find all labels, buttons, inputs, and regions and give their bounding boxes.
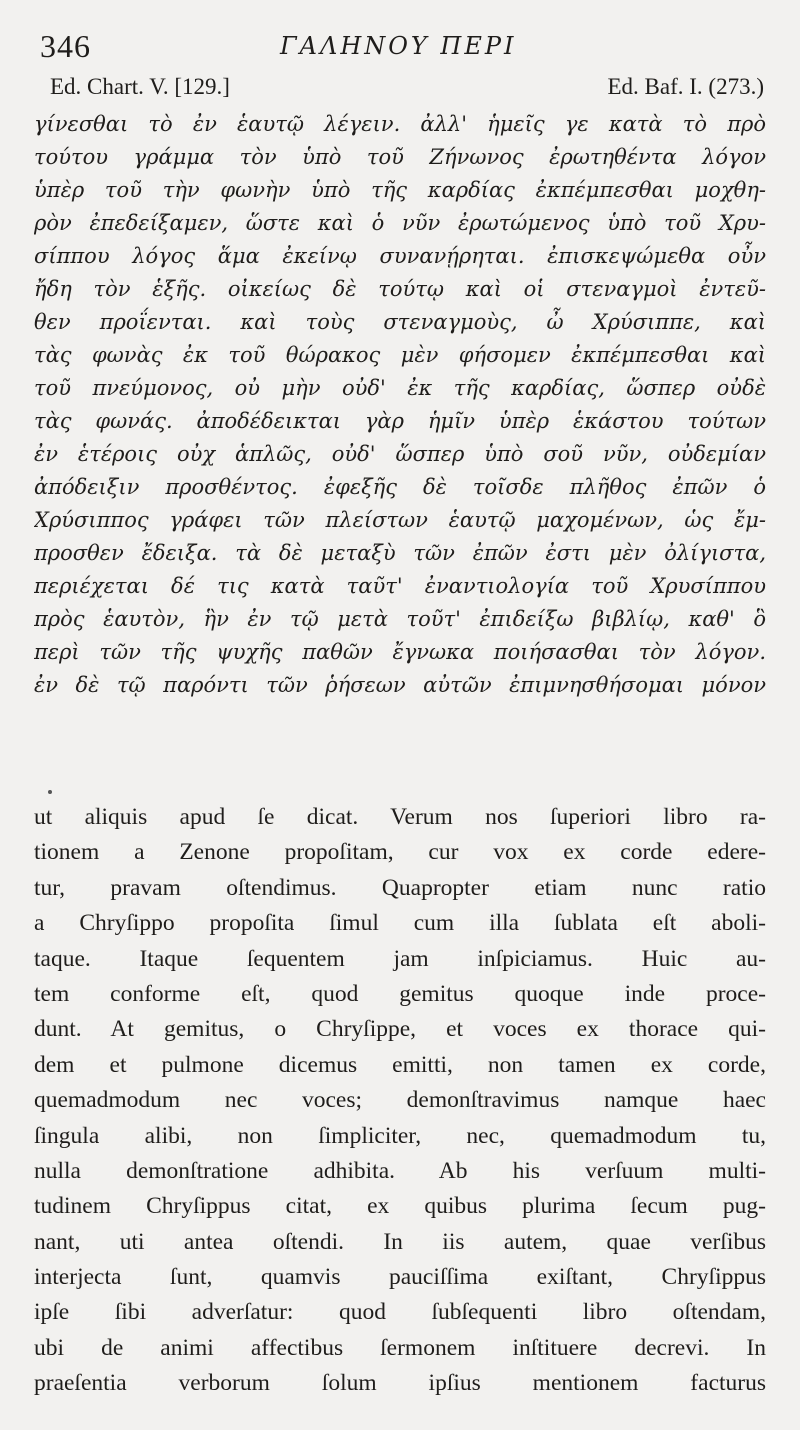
- greek-line: τούτου γράμμα τὸν ὑπὸ τοῦ Ζήνωνος ἐρωτηθέντα λόγον: [34, 145, 766, 169]
- greek-line: σίππου λόγος ἅμα ἐκείνῳ συνανῄρηται. ἐπισκεψώμεθα οὖν: [34, 244, 766, 268]
- greek-line: ὑπὲρ τοῦ τὴν φωνὴν ὑπὸ τῆς καρδίας ἐκπέμπεσθαι μοχθη-: [34, 178, 766, 202]
- running-head: ΓΑΛΗΝΟΥ ΠΕΡΙ: [280, 32, 517, 60]
- latin-line: tudinem Chryſippus citat, ex quibus plurima ſecum pug-: [34, 1193, 766, 1220]
- greek-line: ἐν ἑτέροις οὐχ ἁπλῶς, οὐδ' ὥσπερ ὑπὸ σοῦ νῦν, οὐδεμίαν: [34, 442, 766, 466]
- latin-line: dunt. At gemitus, o Chryſippe, et voces ex thorace qui-: [34, 1016, 766, 1043]
- edition-references: [50, 74, 764, 104]
- latin-line: nant, uti antea oſtendi. In iis autem, quae verſibus: [34, 1228, 766, 1255]
- greek-text-block: [34, 108, 766, 702]
- greek-line: Χρύσιππος γράφει τῶν πλείστων ἑαυτῷ μαχομένων, ὡς ἔμ-: [34, 508, 766, 532]
- print-speck: [48, 790, 52, 794]
- latin-line: ubi de animi affectibus ſermonem inſtituere decrevi. In: [34, 1334, 766, 1361]
- greek-line: περιέχεται δέ τις κατὰ ταῦτ' ἐναντιολογία τοῦ Χρυσίππου: [34, 574, 766, 598]
- latin-line: tem conforme eſt, quod gemitus quoque inde proce-: [34, 980, 766, 1007]
- latin-line: praeſentia verborum ſolum ipſius mentionem facturus: [34, 1370, 766, 1397]
- greek-line: ἐν δὲ τῷ παρόντι τῶν ῥήσεων αὐτῶν ἐπιμνησθήσομαι μόνον: [34, 673, 766, 697]
- greek-line: θεν προΐενται. καὶ τοὺς στεναγμοὺς, ὦ Χρύσιππε, καὶ: [34, 310, 766, 334]
- greek-line: τὰς φωνάς. ἀποδέδεικται γὰρ ἡμῖν ὑπὲρ ἑκάστου τούτων: [34, 409, 766, 433]
- greek-line: τὰς φωνὰς ἐκ τοῦ θώρακος μὲν φήσομεν ἐκπέμπεσθαι καὶ: [34, 343, 766, 367]
- latin-line: ut aliquis apud ſe dicat. Verum nos ſuperiori libro ra-: [34, 804, 766, 830]
- edition-reference-right: Ed. Baf. I. (273.): [607, 74, 764, 99]
- greek-line: γίνεσθαι τὸ ἐν ἑαυτῷ λέγειν. ἀλλ' ἡμεῖς γε κατὰ τὸ πρὸ: [34, 112, 766, 136]
- latin-line: ipſe ſibi adverſatur: quod ſubſequenti libro oſtendam,: [34, 1299, 766, 1326]
- latin-text-block: [34, 800, 766, 1402]
- latin-line: ſingula alibi, non ſimpliciter, nec, quemadmodum tu,: [34, 1122, 766, 1149]
- latin-line: tionem a Zenone propoſitam, cur vox ex corde edere-: [34, 839, 766, 866]
- latin-line: dem et pulmone dicemus emitti, non tamen ex corde,: [34, 1051, 766, 1078]
- greek-line: ρὸν ἐπεδείξαμεν, ὥστε καὶ ὁ νῦν ἐρωτώμενος ὑπὸ τοῦ Χρυ-: [34, 211, 766, 235]
- greek-line: περὶ τῶν τῆς ψυχῆς παθῶν ἔγνωκα ποιήσασθαι τὸν λόγον.: [34, 640, 766, 664]
- page-header: [40, 28, 764, 68]
- greek-line: τοῦ πνεύμονος, οὐ μὴν οὐδ' ἐκ τῆς καρδίας, ὥσπερ οὐδὲ: [34, 376, 766, 400]
- greek-line: προσθεν ἔδειξα. τὰ δὲ μεταξὺ τῶν ἐπῶν ἐστι μὲν ὀλίγιστα,: [34, 541, 766, 565]
- page-number: 346: [40, 28, 91, 64]
- latin-line: a Chryſippo propoſita ſimul cum illa ſublata eſt aboli-: [34, 910, 766, 937]
- latin-line: tur, pravam oſtendimus. Quapropter etiam nunc ratio: [34, 874, 766, 901]
- latin-line: interjecta ſunt, quamvis pauciſſima exiſtant, Chryſippus: [34, 1264, 766, 1291]
- latin-line: nulla demonſtratione adhibita. Ab his verſuum multi-: [34, 1157, 766, 1184]
- greek-line: πρὸς ἑαυτὸν, ἣν ἐν τῷ μετὰ τοῦτ' ἐπιδείξω βιβλίῳ, καθ' ὃ: [34, 607, 766, 631]
- greek-line: ἀπόδειξιν προσθέντος. ἐφεξῆς δὲ τοῖσδε πλῆθος ἐπῶν ὁ: [34, 475, 766, 499]
- latin-line: quemadmodum nec voces; demonſtravimus namque haec: [34, 1087, 766, 1114]
- edition-reference-left: Ed. Chart. V. [129.]: [50, 74, 230, 99]
- latin-line: taque. Itaque ſequentem jam inſpiciamus. Huic au-: [34, 945, 766, 972]
- greek-line: ἤδη τὸν ἑξῆς. οἰκείως δὲ τούτῳ καὶ οἱ στεναγμοὶ ἐντεῦ-: [34, 277, 766, 301]
